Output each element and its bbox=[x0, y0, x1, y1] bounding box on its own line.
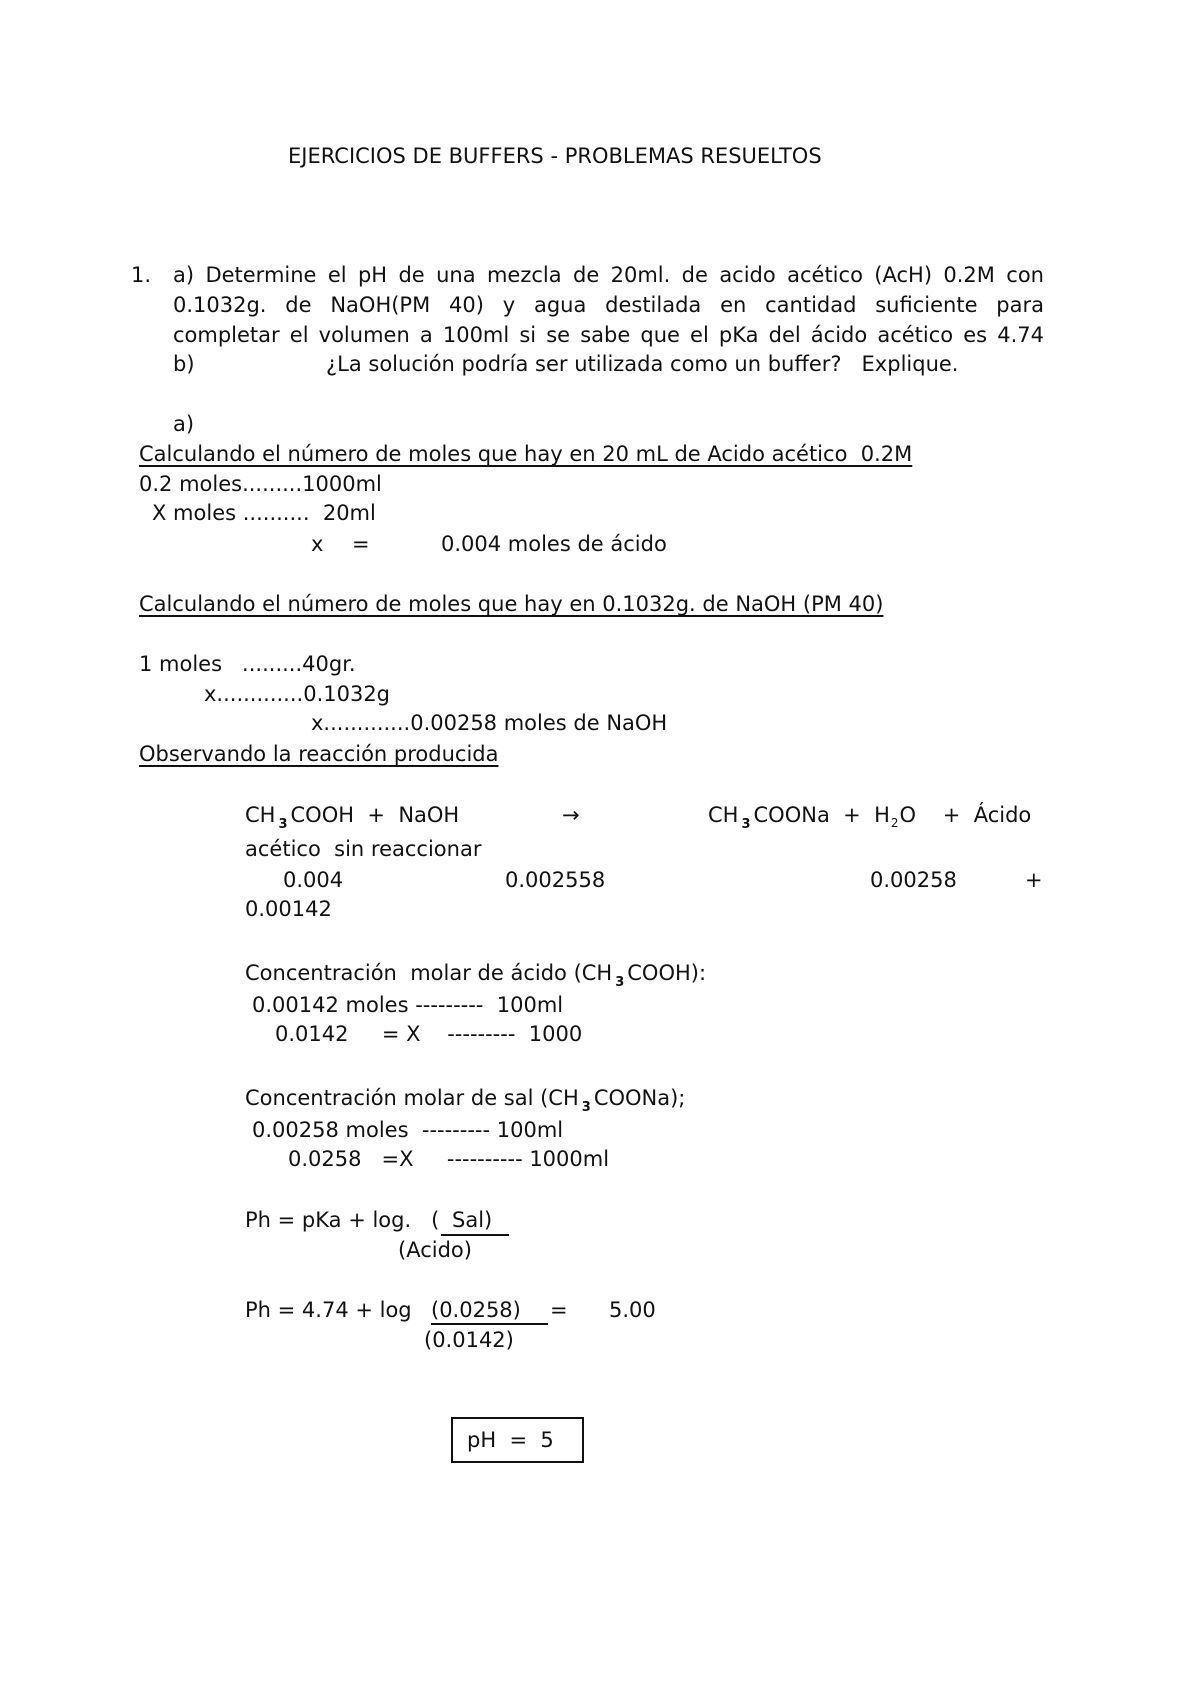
problem-number: 1. bbox=[131, 263, 152, 287]
formula-denominator: (Acido) bbox=[398, 1238, 472, 1262]
answer-text: pH = 5 bbox=[467, 1428, 554, 1452]
formula-numerator: Sal) bbox=[452, 1208, 493, 1232]
moles-acid-eq: = bbox=[352, 532, 370, 556]
solution-a-label: a) bbox=[173, 412, 195, 436]
reaction-reactants: CH $_3$ COOH + NaOH bbox=[245, 803, 460, 832]
acid-conc-heading: Concentración molar de ácido (CH $_3$ COOH): bbox=[245, 961, 707, 990]
acid-conc-line-1: 0.00142 moles --------- 100ml bbox=[252, 993, 564, 1017]
reaction-plus: + bbox=[1025, 868, 1043, 892]
reaction-value-2: 0.002558 bbox=[505, 868, 606, 892]
salt-conc-line-2: 0.0258 =X ---------- 1000ml bbox=[288, 1147, 610, 1171]
salt-conc-line-1: 0.00258 moles --------- 100ml bbox=[252, 1118, 564, 1142]
reaction-heading: Observando la reacción producida bbox=[139, 742, 499, 766]
moles-naoh-line-2: x.............0.1032g bbox=[204, 682, 391, 706]
problem-b-text: ¿La solución podría ser utilizada como un buffer? Explique. bbox=[326, 352, 959, 376]
calc-numerator: (0.0258) bbox=[431, 1298, 521, 1322]
calc-result: 5.00 bbox=[609, 1298, 656, 1322]
calc-fraction-bar bbox=[431, 1323, 548, 1325]
reaction-line-2: acético sin reaccionar bbox=[245, 837, 482, 861]
moles-acid-line-1: 0.2 moles.........1000ml bbox=[139, 472, 382, 496]
reaction-arrow: → bbox=[562, 803, 580, 827]
calc-lhs: Ph = 4.74 + log bbox=[245, 1298, 412, 1322]
acid-conc-line-2: 0.0142 = X --------- 1000 bbox=[275, 1022, 583, 1046]
reaction-value-4: 0.00142 bbox=[245, 897, 332, 921]
problem-line-3: completar el volumen a 100ml si se sabe que el pKa del ácido acético es 4.74 bbox=[173, 323, 1044, 347]
reaction-value-1: 0.004 bbox=[283, 868, 344, 892]
calc-denominator: (0.0142) bbox=[424, 1328, 514, 1352]
formula-lhs: Ph = pKa + log. ( bbox=[245, 1208, 440, 1232]
problem-b-label: b) bbox=[173, 352, 195, 376]
moles-acid-result: 0.004 moles de ácido bbox=[441, 532, 667, 556]
moles-naoh-line-1: 1 moles .........40gr. bbox=[139, 652, 356, 676]
moles-acid-line-2: X moles .......... 20ml bbox=[152, 501, 376, 525]
moles-acid-heading: Calculando el número de moles que hay en 20 mL de Acido acético 0.2M bbox=[139, 442, 913, 466]
calc-equals: = bbox=[550, 1298, 568, 1322]
reaction-value-3: 0.00258 bbox=[870, 868, 957, 892]
problem-line-1: a) Determine el pH de una mezcla de 20ml. de acido acético (AcH) 0.2M con bbox=[173, 263, 1044, 287]
reaction-products: CH $_3$ COONa + $H_2O$ + Ácido bbox=[708, 803, 1032, 832]
formula-fraction-bar bbox=[441, 1234, 509, 1236]
moles-naoh-heading: Calculando el número de moles que hay en 0.1032g. de NaOH (PM 40) bbox=[139, 592, 884, 616]
moles-naoh-line-3: x.............0.00258 moles de NaOH bbox=[311, 711, 668, 735]
problem-line-2: 0.1032g. de NaOH(PM 40) y agua destilada en cantidad suficiente para bbox=[173, 293, 1044, 317]
moles-acid-x: x bbox=[311, 532, 324, 556]
page-title: EJERCICIOS DE BUFFERS - PROBLEMAS RESUELTOS bbox=[288, 144, 822, 168]
salt-conc-heading: Concentración molar de sal (CH $_3$ COONa); bbox=[245, 1086, 686, 1115]
